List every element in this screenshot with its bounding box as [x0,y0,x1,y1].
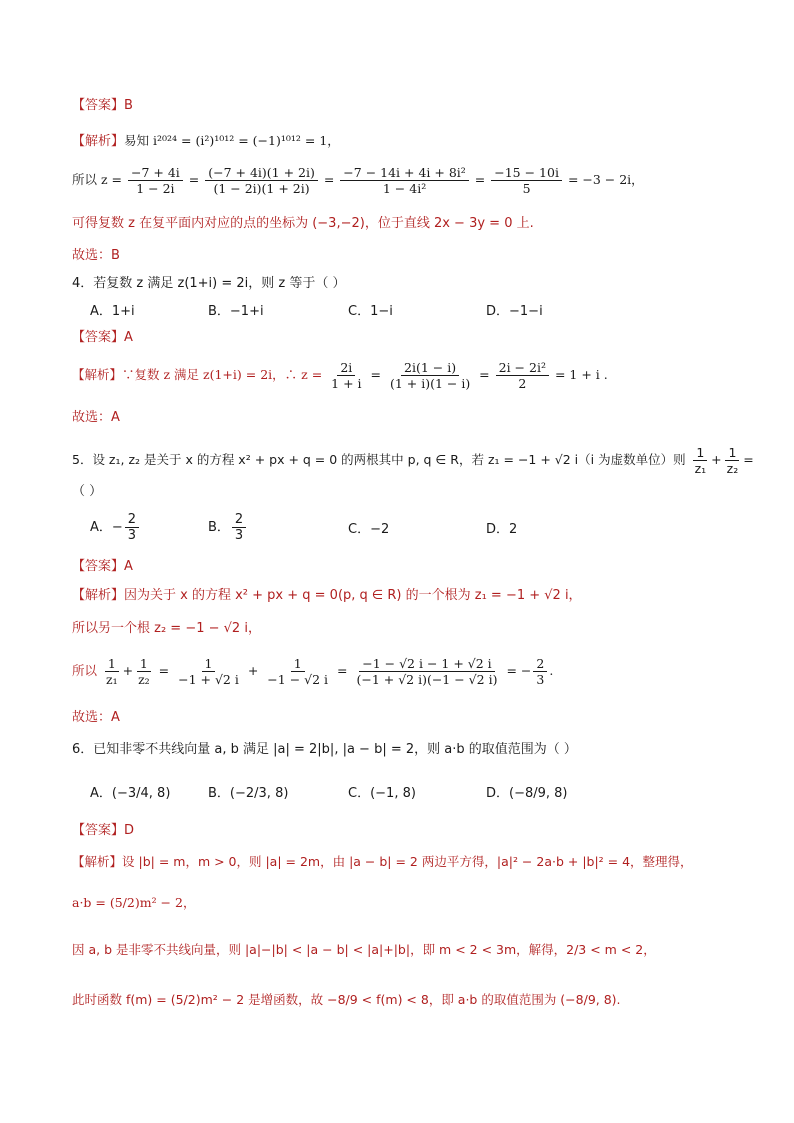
fraction-g1: $\frac{2i}{1 + i}$ [331,360,362,391]
q5-option-b: B． $\frac{2}{3}$ [208,512,248,543]
answer-tag: 【答案】 [72,98,125,113]
fraction-g2: $\frac{2i(1 - i)}{(1 + i)(1 - i)}$ [389,360,471,391]
q5-option-d: D．2 [486,522,518,537]
analysis-line-6d: 此时函数 f(m) = (5/2)m² − 2 是增函数，故 −8/9 < f(m) < 8，即 a·b 的取值范围为 (−8/9, 8). [72,992,621,1007]
fraction-2: $\frac{(-7 + 4i)(1 + 2i)}{(1 - 2i)(1 + 2i)}$ [205,165,318,196]
select-line-3: 故选：B [72,248,120,263]
analysis-fraction-line: 所以 z = $\frac{-7 + 4i}{1 - 2i}$ = $\frac{(-7 + 4i)(1 + 2i)}{(1 - 2i)(1 + 2i)}$ = $\frac{\text{−7 − 14i + 4i + 8i²}}{\text{1 − 4i²}}$ = $\frac{-15 - 10i}{5}$ = −3 − 2i， [72,165,644,196]
analysis-line-3a [72,131,340,152]
fraction-4: $\frac{-15 - 10i}{5}$ [491,165,562,196]
answer-line-6: 【答案】D [72,823,135,838]
fraction-result: = −3 − 2i， [567,172,644,187]
question-4: 4．若复数 z 满足 z(1+i) = 2i，则 z 等于（ ） [72,276,346,291]
question-6: 6．已知非零不共线向量 a, b 满足 |a| = 2|b|, |a − b| = 2，则 a·b 的取值范围为（ ） [72,742,577,757]
analysis-line-4: 【解析】∵复数 z 满足 z(1+i) = 2i，∴ z = $\frac{2i}{1 + i}$ = $\frac{2i(1 - i)}{(1 + i)(1 - i)}$ = $\frac{\text{2i − 2i²}}{2}$ = 1 + i . [72,360,608,391]
q6-option-c: C．(−1, 8) [348,786,416,801]
q6-option-b: B．(−2/3, 8) [208,786,289,801]
q5-option-c: C．−2 [348,522,390,537]
answer-line-5: 【答案】A [72,559,133,574]
text-so: 所以 z = [72,172,123,187]
analysis-text: 易知 i²⁰²⁴ = (i²)¹⁰¹² = (−1)¹⁰¹² = 1， [124,133,340,148]
question-5: 5．设 z₁, z₂ 是关于 x 的方程 x² + px + q = 0 的两根其中 p, q ∈ R，若 z₁ = −1 + √2 i（i 为虚数单位）则 $\frac{1}{\text{z₁}}$ + $\frac{1}{\text{z₂}}$ = [72,445,754,476]
q4-option-b: B．−1+i [208,304,264,319]
q5-option-a: A．− $\frac{2}{3}$ [90,512,141,543]
q4-option-a: A．1+i [90,304,135,319]
analysis-tag: 【解析】 [72,134,125,149]
fraction-g3: $\frac{\text{2i − 2i²}}{2}$ [496,360,549,391]
select-line-4: 故选：A [72,410,120,425]
q6-option-a: A．(−3/4, 8) [90,786,171,801]
answer-line-3 [72,96,133,116]
analysis-line-5b: 所以另一个根 z₂ = −1 − √2 i， [72,621,261,636]
question-5-paren: （ ） [72,484,103,499]
conclusion-line-3: 可得复数 z 在复平面内对应的点的坐标为 (−3,−2)，位于直线 2x − 3y = 0 上. [72,216,534,231]
fraction-3: $\frac{\text{−7 − 14i + 4i + 8i²}}{\text{1 − 4i²}}$ [340,165,469,196]
q4-option-d: D．−1−i [486,304,543,319]
analysis-line-6: 【解析】设 |b| = m，m > 0，则 |a| = 2m，由 |a − b| = 2 两边平方得，|a|² − 2a·b + |b|² = 4，整理得， [72,854,693,869]
fraction-1: $\frac{-7 + 4i}{1 - 2i}$ [128,165,183,196]
analysis-line-5c: 所以 $\frac{1}{\text{z₁}}$ + $\frac{1}{\text{z₂}}$ = $\frac{1}{-1 + √2 i}$ + $\frac{1}{-1 - √2 i}$ = $\frac{-1 - √2 i - 1 + √2 i}{(-1 + √2 i)(-1 - √2 i)}$ = − $\frac{2}{3}$ . [72,656,554,687]
select-line-5: 故选：A [72,710,120,725]
analysis-line-6b: a·b = (5/2)m² − 2， [72,895,196,910]
analysis-line-6c: 因 a, b 是非零不共线向量，则 |a|−|b| < |a − b| < |a|+|b|，即 m < 2 < 3m，解得，2/3 < m < 2， [72,942,656,957]
analysis-line-5: 【解析】因为关于 x 的方程 x² + px + q = 0(p, q ∈ R) 的一个根为 z₁ = −1 + √2 i， [72,588,582,603]
q4-option-c: C．1−i [348,304,393,319]
q6-option-d: D．(−8/9, 8) [486,786,568,801]
answer-value: B [124,98,133,113]
answer-line-4: 【答案】A [72,330,133,345]
